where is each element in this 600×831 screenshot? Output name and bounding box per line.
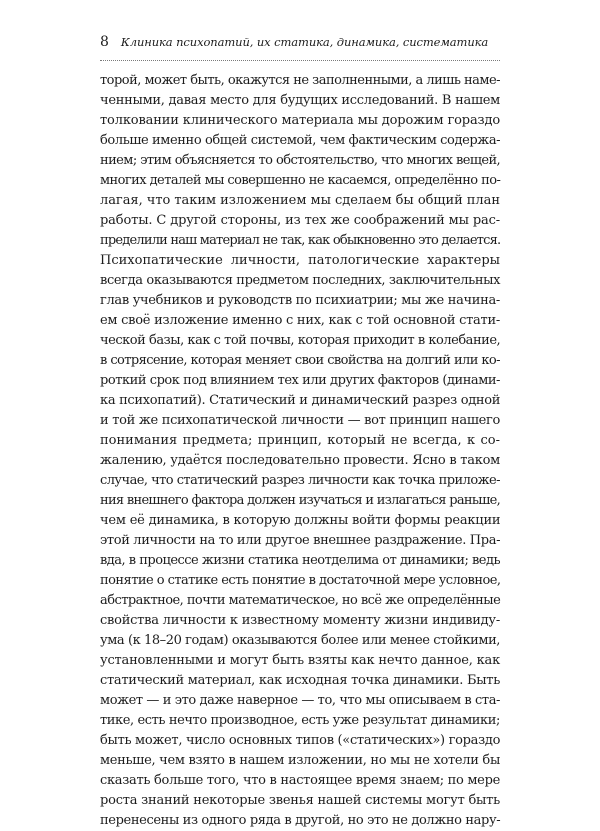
text-line: свойства личности к известному моменту жизни индивиду- xyxy=(100,613,500,628)
text-line: случае, что статический разрез личности как точка приложе- xyxy=(100,473,500,488)
page-number: 8 xyxy=(100,34,109,50)
running-header xyxy=(100,34,500,61)
text-line: больше именно общей системой, чем фактическим содержа- xyxy=(100,133,501,148)
text-line: тике, есть нечто производное, есть уже результат динамики; xyxy=(100,713,500,728)
text-line: роткий срок под влиянием тех или других факторов (динами- xyxy=(100,373,500,388)
text-line: может — и это даже наверное — то, что мы описываем в ста- xyxy=(100,693,500,708)
text-line: лагая, что таким изложением мы сделаем бы общий план xyxy=(100,193,500,208)
text-line: всегда оказываются предметом последних, заключительных xyxy=(100,273,501,288)
text-line: пределили наш материал не так, как обыкновенно это делается. xyxy=(100,233,501,248)
text-line: статический материал, как исходная точка динамики. Быть xyxy=(100,673,500,688)
text-line: вда, в процессе жизни статика неотделима от динамики; ведь xyxy=(100,553,500,568)
text-line: меньше, чем взято в нашем изложении, но мы не хотели бы xyxy=(100,753,500,768)
text-line: сказать больше того, что в настоящее время знаем; по мере xyxy=(100,773,500,788)
text-line: работы. С другой стороны, из тех же соображений мы рас- xyxy=(100,213,500,228)
text-line: установленными и могут быть взяты как нечто данное, как xyxy=(100,653,500,668)
text-line: Психопатические личности, патологические характеры xyxy=(100,253,500,268)
text-line: ческой базы, как с той почвы, которая приходит в колебание, xyxy=(100,333,501,348)
text-line: жалению, удаётся последовательно провести. Ясно в таком xyxy=(100,453,501,468)
text-line: торой, может быть, окажутся не заполненными, а лишь наме- xyxy=(100,73,500,88)
text-line: ума (к 18–20 годам) оказываются более или менее стойкими, xyxy=(100,633,500,648)
text-line: толковании клинического материала мы дорожим гораздо xyxy=(100,113,500,128)
book-page xyxy=(100,34,500,831)
body-paragraph xyxy=(100,71,500,831)
text-line: перенесены из одного ряда в другой, но это не должно нару- xyxy=(100,813,501,828)
text-line: нием; этим объясняется то обстоятельство, что многих вещей, xyxy=(100,153,501,168)
text-line: в сотрясение, которая меняет свои свойства на долгий или ко- xyxy=(100,353,500,368)
text-line: ем своё изложение именно с них, как с той основной стати- xyxy=(100,313,500,328)
text-line: быть может, число основных типов («статических») гораздо xyxy=(100,733,501,748)
text-line: абстрактное, почти математическое, но всё же определённые xyxy=(100,593,501,608)
text-line: многих деталей мы совершенно не касаемся, определённо по- xyxy=(100,173,501,188)
text-line: ченными, давая место для будущих исследований. В нашем xyxy=(100,93,500,108)
text-line: и той же психопатической личности — вот принцип нашего xyxy=(100,413,500,428)
text-line: ния внешнего фактора должен изучаться и излагаться раньше, xyxy=(100,493,500,508)
text-line: ка психопатий). Статический и динамический разрез одной xyxy=(100,393,501,408)
text-line: этой личности на то или другое внешнее раздражение. Пра- xyxy=(100,533,501,548)
text-line: понимания предмета; принцип, который не всегда, к со- xyxy=(100,433,500,448)
text-line: роста знаний некоторые звенья нашей системы могут быть xyxy=(100,793,501,808)
text-line: понятие о статике есть понятие в достаточной мере условное, xyxy=(100,573,501,588)
running-title: Клиника психопатий, их статика, динамика, систематика xyxy=(120,35,489,49)
text-line: глав учебников и руководств по психиатрии; мы же начина- xyxy=(100,293,500,308)
text-line: чем её динамика, в которую должны войти формы реакции xyxy=(100,513,501,528)
